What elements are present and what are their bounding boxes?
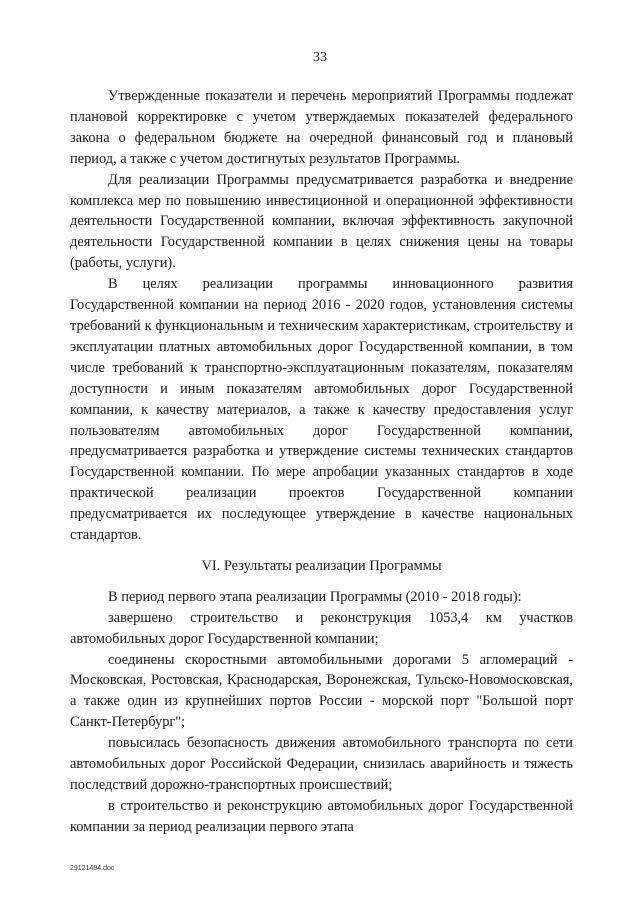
section-heading: VI. Результаты реализации Программы bbox=[201, 557, 442, 574]
document-id: 29121484.doc bbox=[70, 865, 115, 872]
page-number: 33 bbox=[313, 50, 327, 65]
paragraph-innovation-standards: В целях реализации программы инновационного развития Государственной компании на период 2016 - 2020 годов, установления системы требований к функциональным и техническим характеристикам, строительству и эксплуатации платных автомобильных дорог Государственной компании, в том числе требований к транспортно-эксплуатационным показателям, показателям доступности и иным показателям автомобильных дорог Государственной компании, к качеству материалов, а также к качеству предоставления услуг пользователям автомобильных дорог Государственной компании, предусматривается разработка и утверждение системы технических стандартов Государственной компании. По мере апробации указанных стандартов в ходе практической реализации проектов Государственной компании предусматривается их последующее утверждение в качестве национальных стандартов. bbox=[70, 276, 573, 544]
paragraph-agglomerations-connected: соединены скоростными автомобильными дорогами 5 агломераций - Московская, Ростовская, Краснодарская, Воронежская, Тульско-Новомосковская, а также один из крупнейших портов России - морской порт "Большой порт Санкт-Петербург"; bbox=[70, 651, 573, 731]
paragraph-first-stage-intro: В период первого этапа реализации Программы (2010 - 2018 годы): bbox=[108, 588, 522, 605]
paragraph-approved-indicators: Утвержденные показатели и перечень мероприятий Программы подлежат плановой корректировке с учетом утверждаемых показателей федерального закона о федеральном бюджете на очередной финансовый год и плановый период, а также с учетом достигнутых результатов Программы. bbox=[70, 88, 573, 167]
paragraph-construction-completed: завершено строительство и реконструкция 1053,4 км участков автомобильных дорог Государственной компании; bbox=[70, 609, 573, 647]
document-body bbox=[70, 86, 573, 838]
paragraph-safety-improved: повысилась безопасность движения автомобильного транспорта по сети автомобильных дорог Российской Федерации, снизилась аварийность и тяжесть последствий дорожно-транспортных происшествий; bbox=[70, 735, 573, 793]
paragraph-efficiency-measures: Для реализации Программы предусматривается разработка и внедрение комплекса мер по повышению инвестиционной и операционной эффективности деятельности Государственной компании, включая эффективность закупочной деятельности Государственной компании в целях снижения цены на товары (работы, услуги). bbox=[70, 171, 573, 272]
paragraph-investment-start: в строительство и реконструкцию автомобильных дорог Государственной компании за период реализации первого этапа bbox=[70, 797, 573, 835]
